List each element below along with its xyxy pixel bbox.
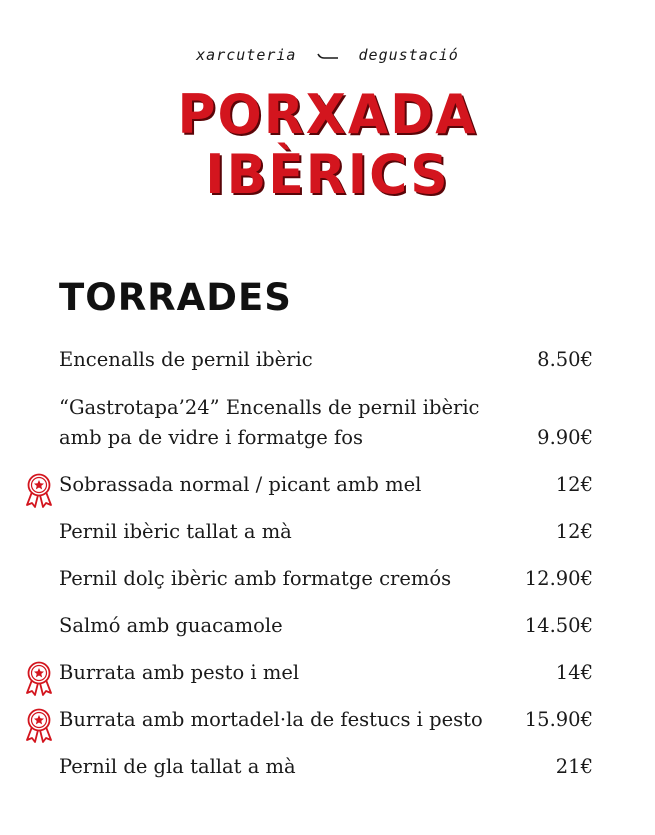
item-price: 14€: [555, 661, 593, 684]
menu-item: [59, 517, 593, 547]
item-name-line-1: “Gastrotapa’24” Encenalls de pernil ibèric: [59, 396, 480, 419]
tagline-right: degustació: [358, 46, 459, 64]
item-name: Pernil dolç ibèric amb formatge cremós: [59, 567, 452, 590]
section-title: TORRADES: [59, 276, 292, 319]
menu-item: [59, 393, 593, 453]
item-name: Encenalls de pernil ibèric: [59, 348, 313, 371]
item-price: 15.90€: [524, 708, 593, 731]
tagline: [0, 46, 655, 64]
item-price: 12.90€: [524, 567, 593, 590]
item-name: Burrata amb mortadel·la de festucs i pesto: [59, 708, 483, 731]
item-name: Pernil de gla tallat a mà: [59, 755, 296, 778]
item-name: Pernil ibèric tallat a mà: [59, 520, 292, 543]
menu-item: [59, 345, 593, 375]
logo-line-2: IBÈRICS: [205, 143, 450, 207]
item-price: 21€: [555, 755, 593, 778]
award-ribbon-icon: [23, 472, 55, 508]
menu-item: [59, 658, 593, 688]
item-name: Burrata amb pesto i mel: [59, 661, 300, 684]
item-price: 9.90€: [537, 426, 593, 449]
item-name: Salmó amb guacamole: [59, 614, 283, 637]
award-ribbon-icon: [23, 660, 55, 696]
item-name: Sobrassada normal / picant amb mel: [59, 473, 422, 496]
menu-item: [59, 705, 593, 735]
item-price: 14.50€: [524, 614, 593, 637]
menu-item: [59, 470, 593, 500]
menu-item: [59, 752, 593, 782]
tagline-separator-icon: [317, 51, 339, 61]
menu-item: [59, 564, 593, 594]
tagline-left: xarcuteria: [196, 46, 297, 64]
item-name-line-2: amb pa de vidre i formatge fos: [59, 426, 363, 449]
menu-item: [59, 611, 593, 641]
logo-line-1: PORXADA: [177, 83, 478, 147]
award-ribbon-icon: [23, 707, 55, 743]
item-price: 12€: [555, 473, 593, 496]
item-price: 12€: [555, 520, 593, 543]
item-price: 8.50€: [537, 348, 593, 371]
